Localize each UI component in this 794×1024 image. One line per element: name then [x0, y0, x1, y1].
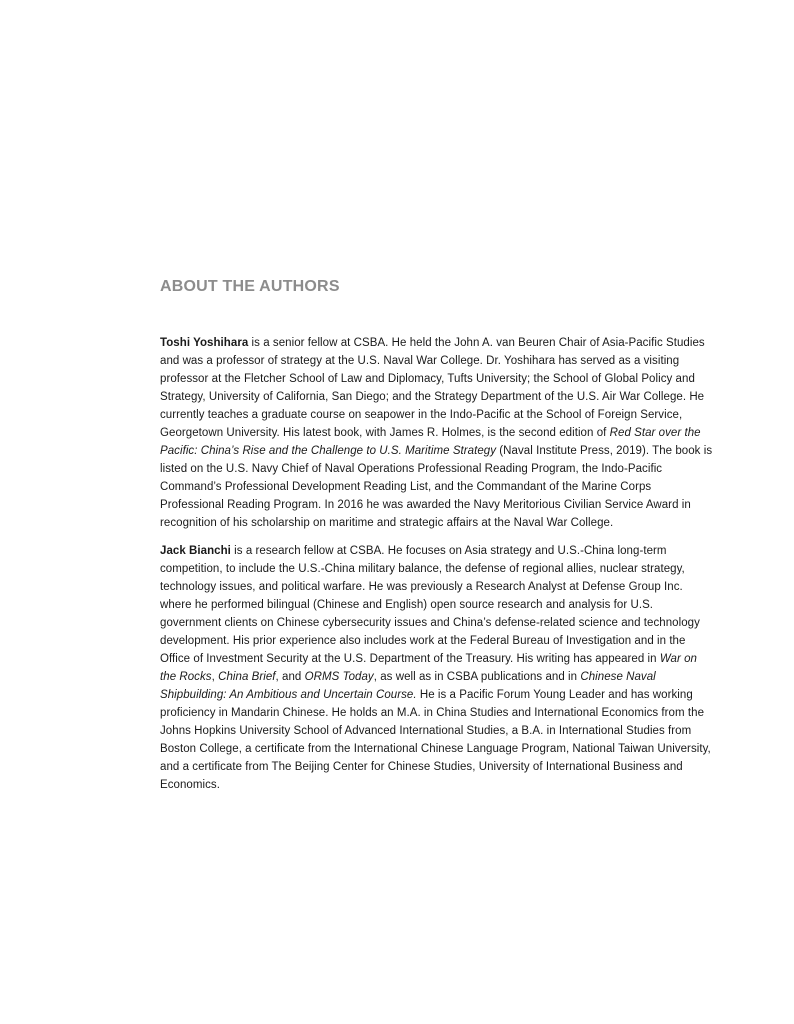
bio-text: , as well as in CSBA publications and in [373, 671, 581, 683]
author-bio-bianchi [160, 542, 716, 794]
publication-title: China Brief [218, 671, 276, 683]
page-title: ABOUT THE AUTHORS [160, 278, 340, 295]
bio-text: , [211, 671, 219, 683]
book-title: Red Star over the Pacific: China’s Rise and the Challenge to U.S. Maritime Strategy [160, 427, 701, 457]
author-bios [160, 334, 716, 804]
bio-text: is a research fellow at CSBA. He focuses on Asia strategy and U.S.-China long-term competition, to include the U.S.-China military balance, the defense of regional allies, nuclear strategy, technology issues, and political warfare. He was previously a Research Analyst at Defense Group Inc. where he performed bilingual (Chinese and English) open source research and analysis for U.S. government clients on Chinese cybersecurity issues and China’s defense-related science and technology development. His prior experience also includes work at the Federal Bureau of Investigation and in the Office of Investment Security at the U.S. Department of the Treasury. His writing has appeared in [160, 545, 700, 665]
publication-title: ORMS Today [304, 671, 374, 683]
author-name: Toshi Yoshihara [160, 337, 249, 349]
bio-text: He is a Pacific Forum Young Leader and has working proficiency in Mandarin Chinese. He holds an M.A. in China Studies and International Economics from the Johns Hopkins University School of Advanced International Studies, a B.A. in International Studies from Boston College, a certificate from the International Chinese Language Program, National Taiwan University, and a certificate from The Beijing Center for Chinese Studies, University of International Business and Economics. [160, 689, 711, 791]
author-bio-yoshihara [160, 334, 716, 532]
publication-title: War on the Rocks [160, 653, 698, 683]
author-name: Jack Bianchi [160, 545, 231, 557]
bio-text: (Naval Institute Press, 2019). The book is listed on the U.S. Navy Chief of Naval Operations Professional Reading Program, the Indo-Pacific Command’s Professional Development Reading List, and the Commandant of the Marine Corps Professional Reading Program. In 2016 he was awarded the Navy Meritorious Civilian Service Award in recognition of his scholarship on maritime and strategic affairs at the Naval War College. [160, 445, 713, 529]
bio-text: is a senior fellow at CSBA. He held the John A. van Beuren Chair of Asia-Pacific Studies and was a professor of strategy at the U.S. Naval War College. Dr. Yoshihara has served as a visiting professor at the Fletcher School of Law and Diplomacy, Tufts University; the School of Global Policy and Strategy, University of California, San Diego; and the Strategy Department of the U.S. Air War College. He currently teaches a graduate course on seapower in the Indo-Pacific at the School of Foreign Service, Georgetown University. His latest book, with James R. Holmes, is the second edition of [160, 337, 705, 439]
bio-text: , and [275, 671, 305, 683]
book-title: Chinese Naval Shipbuilding: An Ambitious and Uncertain Course. [160, 671, 656, 701]
